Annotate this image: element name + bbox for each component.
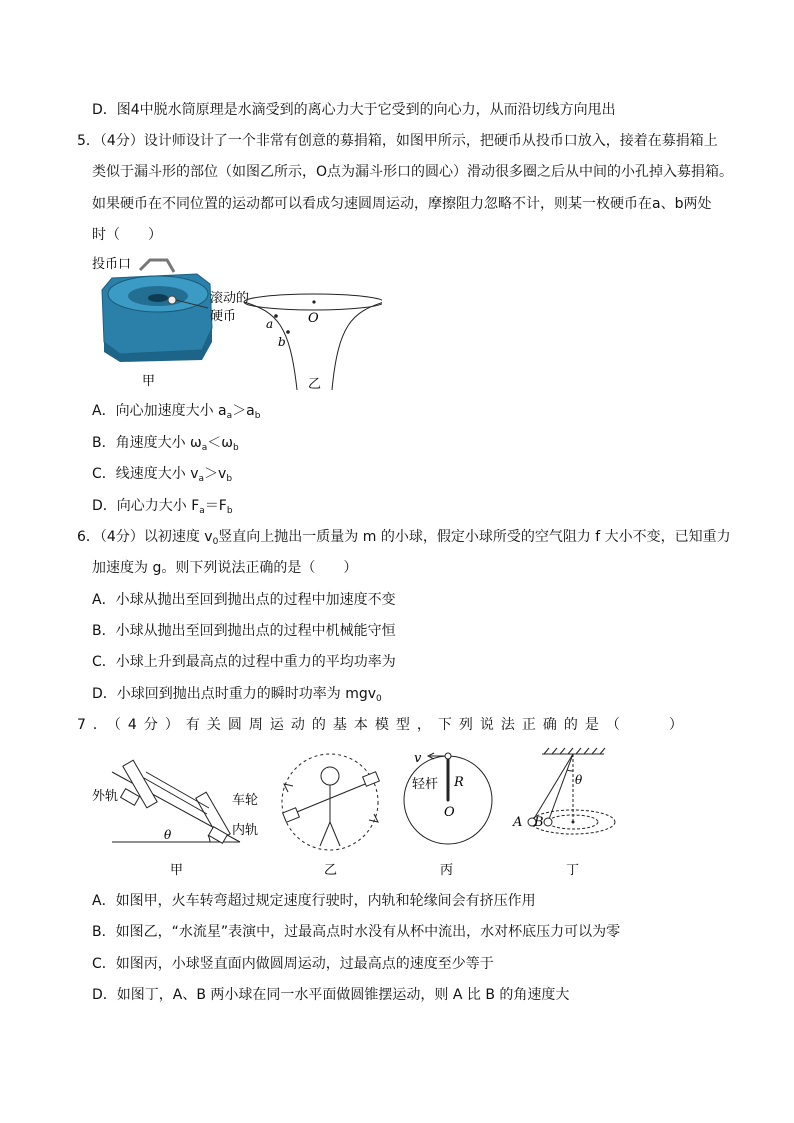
center-point-label: O bbox=[308, 311, 319, 326]
q5-stem-line1: 5．（4分）设计师设计了一个非常有创意的募捐箱，如图甲所示，把硬币从投币口放入，接着在募捐箱上 bbox=[77, 133, 718, 149]
wheel-label: 车轮 bbox=[232, 793, 259, 808]
track-angle-label: θ bbox=[164, 828, 172, 842]
caption-jia: 甲 bbox=[170, 863, 184, 878]
caption-yi: 乙 bbox=[324, 863, 338, 878]
q5-option-b: B．角速度大小 $\omega_a<\omega_b$ bbox=[92, 435, 239, 453]
q7-option-c: C．如图丙，小球竖直面内做圆周运动，过最高点的速度至少等于 bbox=[92, 956, 494, 972]
water-meteor-diagram bbox=[282, 754, 379, 850]
q5-figure bbox=[92, 250, 382, 392]
coin-slot-icon bbox=[140, 260, 174, 272]
radius-label: R bbox=[454, 775, 464, 790]
ball-b-label: B bbox=[534, 815, 544, 830]
q5-stem-line2: 类似于漏斗形的部位（如图乙所示，O点为漏斗形口的圆心）滑动很多圈之后从中间的小孔掉入募捐箱。 bbox=[92, 164, 734, 180]
q7-figures bbox=[92, 742, 692, 882]
q6-stem-line2: 加速度为 g。则下列说法正确的是（ ） bbox=[92, 560, 358, 576]
caption-bing: 丙 bbox=[440, 863, 454, 878]
q6-option-b: B．小球从抛出至回到抛出点的过程中机械能守恒 bbox=[92, 623, 396, 639]
q7-option-d: D．如图丁，A、B 两小球在同一水平面做圆锥摆运动，则 A 比 B 的角速度大 bbox=[92, 987, 570, 1003]
banked-track-diagram bbox=[112, 760, 240, 843]
q5-stem-line4: 时（ ） bbox=[92, 227, 162, 243]
caption-ding: 丁 bbox=[566, 863, 580, 878]
center-label: O bbox=[444, 805, 455, 820]
ball-a-label: A bbox=[513, 815, 523, 830]
coin-label-line1: 滚动的 bbox=[210, 291, 250, 306]
q6-stem-line1: 6．（4分）以初速度 $v_0$竖直向上抛出一质量为 m 的小球，假定小球所受的空气阻力 f 大小不变，已知重力 bbox=[77, 529, 731, 547]
q4-option-d: D．图4中脱水筒原理是水滴受到的离心力大于它受到的向心力，从而沿切线方向甩出 bbox=[92, 102, 616, 118]
coin-slot-label: 投币口 bbox=[92, 257, 132, 272]
point-a-label: a bbox=[266, 317, 274, 331]
outer-rail-label: 外轨 bbox=[92, 789, 119, 804]
q7-stem: 7．（4分）有关圆周运动的基本模型，下列说法正确的是（ ） bbox=[77, 717, 690, 733]
q5-option-c: C．线速度大小 $v_a>v_b$ bbox=[92, 466, 233, 484]
q7-option-b: B．如图乙，“水流星”表演中，过最高点时水没有从杯中流出，水对杯底压力可以为零 bbox=[92, 924, 621, 940]
point-b-label: b bbox=[278, 335, 286, 349]
q5-stem-line3: 如果硬币在不同位置的运动都可以看成匀速圆周运动，摩擦阻力忽略不计，则某一枚硬币在a、b两处 bbox=[92, 196, 712, 212]
light-rod-label: 轻杆 bbox=[412, 777, 439, 792]
q6-option-a: A．小球从抛出至回到抛出点的过程中加速度不变 bbox=[92, 592, 396, 608]
coin-label-line2: 硬币 bbox=[210, 309, 237, 324]
figure-caption-yi: 乙 bbox=[308, 377, 322, 392]
inner-rail-label: 内轨 bbox=[232, 823, 259, 838]
q6-option-d: D．小球回到抛出点时重力的瞬时功率为 mgv$_0$ bbox=[92, 686, 382, 704]
q5-option-d: D．向心力大小 $F_a=F_b$ bbox=[92, 498, 233, 516]
figure-caption-jia: 甲 bbox=[142, 374, 156, 389]
pendulum-angle-label: θ bbox=[575, 773, 583, 787]
q5-option-a: A．向心加速度大小 $a_a>a_b$ bbox=[92, 403, 261, 421]
funnel-diagram bbox=[244, 294, 382, 390]
coin-dot bbox=[168, 296, 176, 304]
donation-box-icon bbox=[102, 274, 212, 362]
q6-option-c: C．小球上升到最高点的过程中重力的平均功率为 bbox=[92, 654, 396, 670]
q7-option-a: A．如图甲，火车转弯超过规定速度行驶时，内轨和轮缘间会有挤压作用 bbox=[92, 893, 536, 909]
light-rod-diagram bbox=[404, 753, 492, 844]
velocity-label: v bbox=[414, 751, 422, 766]
